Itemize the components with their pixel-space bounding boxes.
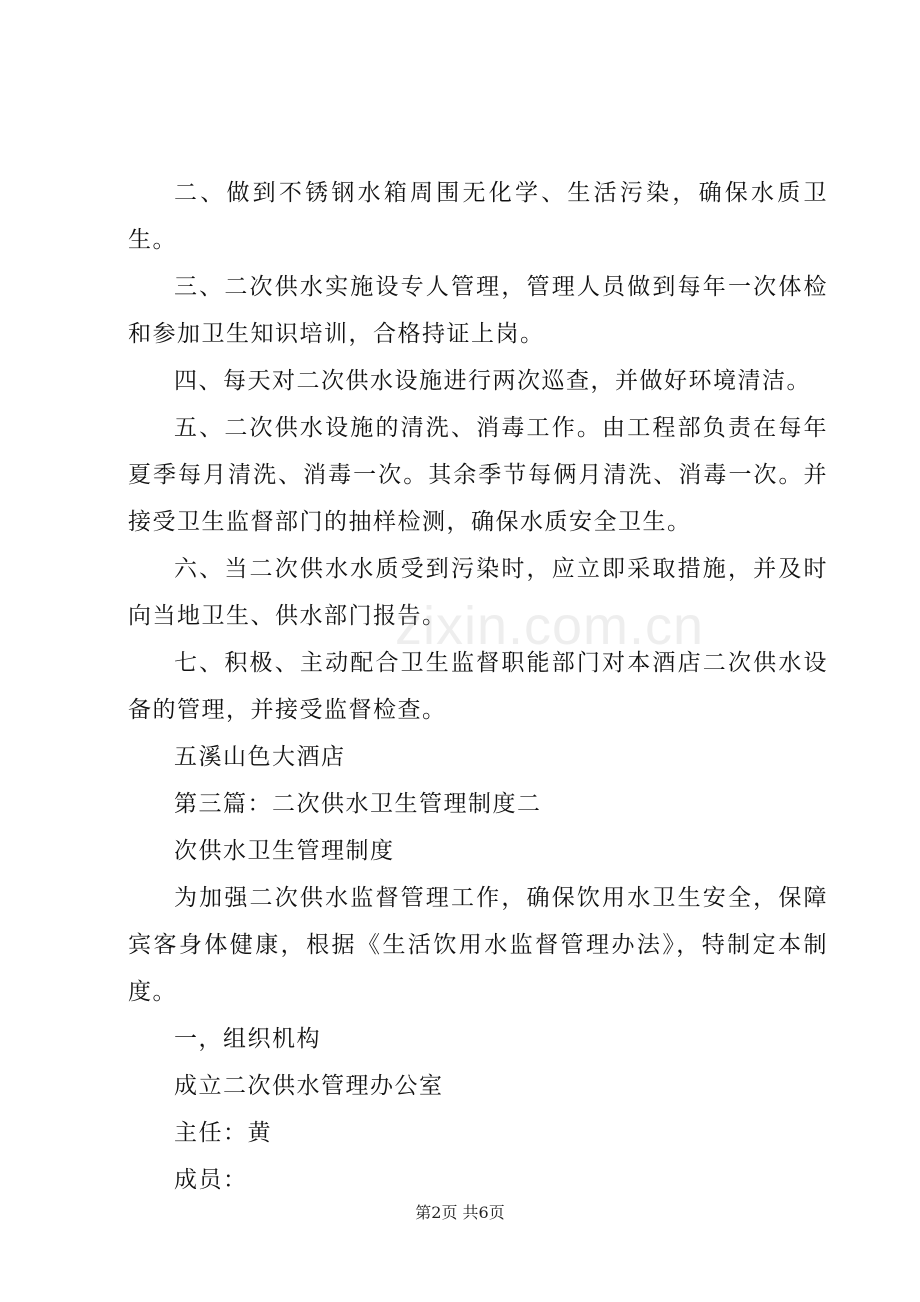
hotel-name: 五溪山色大酒店 xyxy=(174,744,346,770)
members-line: 成员： xyxy=(174,1167,248,1193)
office-line: 成立二次供水管理办公室 xyxy=(174,1073,444,1099)
watermark: zixin.com.cn xyxy=(395,596,705,656)
organization-heading: 一，组织机构 xyxy=(174,1026,321,1052)
paragraph-2: 二、做到不锈钢水箱周围无化学、生活污染，确保水质卫生。 xyxy=(128,180,828,253)
page-footer: 第2页 共6页 xyxy=(415,1203,505,1222)
paragraph-5: 五、二次供水设施的清洗、消毒工作。由工程部负责在每年夏季每月清洗、消毒一次。其余季节每俩月清洗、消毒一次。并接受卫生监督部门的抽样检测，确保水质安全卫生。 xyxy=(128,415,828,535)
paragraph-4: 四、每天对二次供水设施进行两次巡查，并做好环境清洁。 xyxy=(174,368,811,394)
director-line: 主任：黄 xyxy=(174,1120,272,1146)
paragraph-6: 六、当二次供水水质受到污染时，应立即采取措施，并及时向当地卫生、供水部门报告。 xyxy=(128,556,828,629)
paragraph-7: 七、积极、主动配合卫生监督职能部门对本酒店二次供水设备的管理，并接受监督检查。 xyxy=(128,650,828,723)
section-heading: 第三篇：二次供水卫生管理制度二 xyxy=(174,791,542,817)
document-body xyxy=(128,170,828,1204)
section-title: 次供水卫生管理制度 xyxy=(174,838,395,864)
intro-paragraph: 为加强二次供水监督管理工作，确保饮用水卫生安全，保障宾客身体健康，根据《生活饮用水监督管理办法》，特制定本制度。 xyxy=(128,885,828,1005)
paragraph-3: 三、二次供水实施设专人管理，管理人员做到每年一次体检和参加卫生知识培训，合格持证上岗。 xyxy=(128,274,828,347)
